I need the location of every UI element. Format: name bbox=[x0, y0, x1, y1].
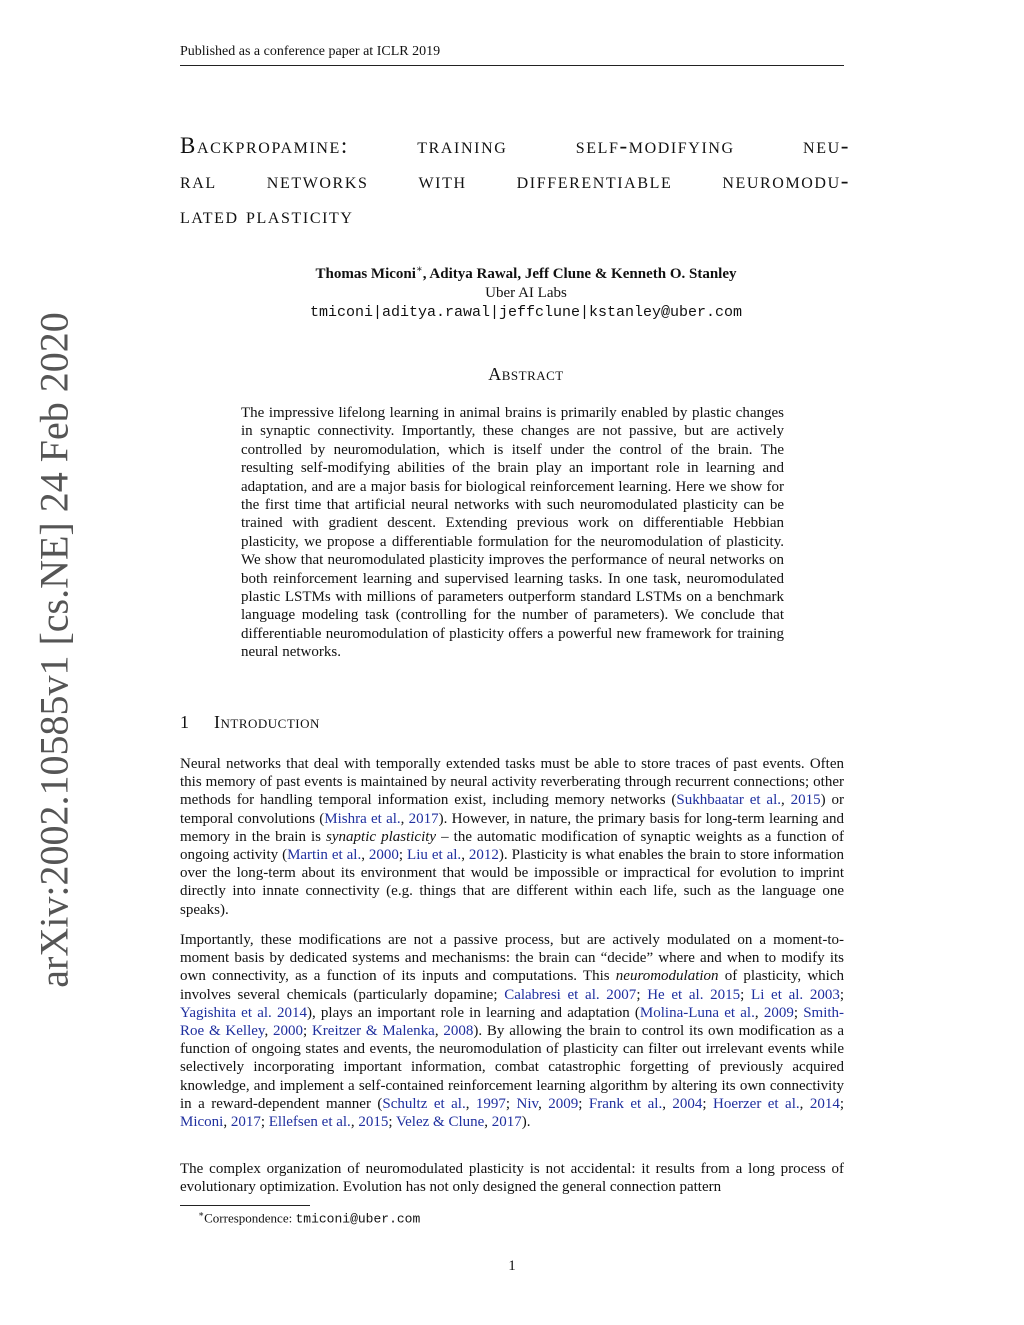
text-run: ; bbox=[636, 986, 648, 1003]
text-run: ). By allowing the brain to control its own modification as a function of ongoing states and events, the neuromodulation of plasticity can filter out irrelevant events while selectively incorporating important information, combat catastrophic forgetting of previously acquired knowledge, and implement a self-contained reinforcement learning algorithm by altering its own connectivity in a reward-dependent manner ( bbox=[180, 1023, 844, 1112]
intro-paragraph-2 bbox=[180, 931, 844, 1131]
text-run: ; bbox=[702, 1095, 714, 1112]
text-run: ; bbox=[505, 1095, 517, 1112]
running-header: Published as a conference paper at ICLR 2019 bbox=[180, 44, 441, 59]
citation-link[interactable]: Frank et al. bbox=[588, 1095, 663, 1112]
citation-link[interactable]: 2000 bbox=[272, 1023, 303, 1040]
citation-link[interactable]: Hoerzer et al. bbox=[713, 1095, 800, 1112]
footnote-email: tmiconi@uber.com bbox=[295, 1211, 421, 1227]
intro-paragraph-1 bbox=[180, 755, 844, 919]
text-run: ; bbox=[578, 1095, 589, 1112]
emphasis-text: synaptic plasticity bbox=[326, 828, 437, 845]
abstract-heading: Abstract bbox=[488, 364, 564, 384]
citation-link[interactable]: 2009 bbox=[763, 1004, 794, 1021]
text-run: , bbox=[538, 1095, 549, 1112]
affiliation: Uber AI Labs bbox=[485, 285, 567, 301]
text-run: , bbox=[350, 1114, 359, 1131]
citation-link[interactable]: 2015 bbox=[790, 792, 821, 809]
text-run: – the automatic modification of synaptic weights as a function of ongoing activity ( bbox=[180, 828, 844, 864]
citation-link[interactable]: Calabresi et al. 2007 bbox=[504, 986, 637, 1003]
header-rule bbox=[180, 65, 844, 66]
text-run: ; bbox=[398, 847, 408, 864]
citation-link[interactable]: Molina-Luna et al. bbox=[639, 1004, 755, 1021]
section-heading-introduction bbox=[180, 712, 320, 733]
author-others: , Aditya Rawal, Jeff Clune & Kenneth O. Stanley bbox=[422, 266, 737, 282]
text-run: , bbox=[465, 1095, 476, 1112]
citation-link[interactable]: 2017 bbox=[230, 1114, 261, 1131]
text-run: ; bbox=[260, 1114, 269, 1131]
author-first: Thomas Miconi bbox=[315, 266, 416, 282]
author-names bbox=[180, 260, 872, 284]
citation-link[interactable]: Kreitzer & Malenka bbox=[311, 1023, 435, 1040]
citation-link[interactable]: Smith-Roe & Kelley bbox=[180, 1004, 845, 1040]
arxiv-identifier: arXiv:2002.10585v1 [cs.NE] 24 Feb 2020 bbox=[31, 312, 77, 988]
text-run: , bbox=[799, 1095, 810, 1112]
text-run: , bbox=[461, 847, 469, 864]
citation-link[interactable]: Miconi bbox=[180, 1114, 224, 1131]
section-number: 1 bbox=[180, 712, 189, 732]
citation-link[interactable]: 2017 bbox=[408, 810, 439, 827]
author-footnote-mark[interactable]: ∗ bbox=[415, 264, 423, 275]
text-run: ; bbox=[793, 1004, 804, 1021]
text-run: Neural networks that deal with temporally extended tasks must be able to store traces of past events. Often this memory of past events is maintained by neural activity reverberating through recurrent connections; other methods for handling temporal information exist, including memory networks ( bbox=[180, 756, 844, 809]
citation-link[interactable]: 1997 bbox=[475, 1095, 506, 1112]
footnote bbox=[198, 1209, 420, 1226]
author-emails: tmiconi|aditya.rawal|jeffclune|kstanley@uber.com bbox=[309, 304, 743, 321]
citation-link[interactable]: 2008 bbox=[443, 1023, 474, 1040]
intro-paragraph-3: The complex organization of neuromodulated plasticity is not accidental: it results from a long process of evolutionary optimization. Evolution has not only designed the general connection pattern bbox=[180, 1161, 844, 1196]
citation-link[interactable]: 2014 bbox=[809, 1095, 840, 1112]
text-run: Importantly, these modifications are not a passive process, but are actively modulated on a moment-to-moment basis by dedicated systems and mechanisms: the brain can “decide” where and when to modify its own connectivity, as a function of its inputs and computations. This bbox=[180, 932, 844, 985]
text-run: ) or temporal convolutions ( bbox=[180, 792, 844, 827]
emphasis-text: neuromodulation bbox=[615, 968, 719, 985]
text-run: , bbox=[754, 1004, 764, 1021]
citation-link[interactable]: Ellefsen et al. bbox=[268, 1114, 351, 1131]
citation-link[interactable]: Sukhbaatar et al. bbox=[676, 792, 782, 809]
text-run: , bbox=[400, 810, 409, 827]
text-run: ; bbox=[740, 986, 752, 1003]
citation-link[interactable]: 2000 bbox=[368, 847, 399, 864]
title-line-1: Backpropamine: training self-modifying neu- bbox=[180, 133, 850, 158]
paper-title bbox=[180, 128, 850, 233]
citation-link[interactable]: Niv bbox=[516, 1095, 539, 1112]
text-run: ). bbox=[521, 1114, 531, 1131]
section-title: Introduction bbox=[214, 712, 320, 732]
text-run: , bbox=[264, 1023, 273, 1040]
text-run: ; bbox=[839, 1095, 845, 1112]
text-run: , bbox=[361, 847, 369, 864]
abstract-text: The impressive lifelong learning in animal brains is primarily enabled by plastic changes in synaptic connectivity. Importantly, these changes are not passive, but are actively controlled by neuromodulation, which is itself under the control of the brain. The resulting self-modifying abilities of the brain play an important role in learning and adaptation, and are a major basis for biological reinforcement learning. Here we show for the first time that artificial neural networks with such neuromodulated plasticity can be trained with gradient descent. Extending previous work on differentiable Hebbian plasticity, we propose a differentiable formulation for the neuromodulation of plasticity. We show that neuromodulated plasticity improves the performance of neural networks on both reinforcement learning and supervised learning tasks. In one task, neuromodulated plastic LSTMs with millions of parameters outperform standard LSTMs on a benchmark language modeling task (controlling for the number of parameters). We conclude that differentiable neuromodulation of plasticity offers a powerful new framework for training neural networks. bbox=[241, 405, 784, 661]
citation-link[interactable]: Mishra et al. bbox=[324, 810, 401, 827]
citation-link[interactable]: Martin et al. bbox=[287, 847, 362, 864]
title-line-3: lated plasticity bbox=[180, 203, 354, 228]
text-run: ; bbox=[302, 1023, 312, 1040]
text-run: of plasticity, which involves several chemicals (particularly dopamine; bbox=[180, 968, 845, 1003]
text-run: ). However, in nature, the primary basis for long-term learning and memory in the brain is bbox=[180, 810, 844, 845]
citation-link[interactable]: Velez & Clune bbox=[395, 1114, 485, 1131]
citation-link[interactable]: 2015 bbox=[358, 1114, 389, 1131]
text-run: , bbox=[434, 1023, 444, 1040]
text-run: , bbox=[781, 792, 791, 809]
citation-link[interactable]: 2004 bbox=[672, 1095, 703, 1112]
footnote-mark: ∗ bbox=[198, 1209, 205, 1219]
citation-link[interactable]: Liu et al. bbox=[407, 847, 462, 864]
title-line-2: ral networks with differentiable neuromodu- bbox=[180, 168, 850, 193]
page-number: 1 bbox=[508, 1258, 516, 1274]
text-run: , bbox=[484, 1114, 492, 1131]
footnote-label: Correspondence: bbox=[204, 1210, 296, 1226]
text-run: , bbox=[223, 1114, 231, 1131]
citation-link[interactable]: Schultz et al. bbox=[382, 1095, 466, 1112]
citation-link[interactable]: Yagishita et al. 2014 bbox=[180, 1004, 307, 1021]
citation-link[interactable]: 2012 bbox=[468, 847, 499, 864]
text-run: ). Plasticity is what enables the brain to store information over the long-term about its environment that would be impossible or impractical for evolution to imprint directly into innate connectivity (e.g. things that are different within each life, such as the language one speaks). bbox=[180, 847, 845, 918]
citation-link[interactable]: 2009 bbox=[548, 1095, 579, 1112]
text-run: ; bbox=[839, 986, 845, 1003]
text-run: , bbox=[662, 1095, 673, 1112]
text-run: ; bbox=[388, 1114, 396, 1131]
citation-link[interactable]: Li et al. 2003 bbox=[751, 986, 840, 1003]
footnote-rule bbox=[180, 1205, 310, 1206]
author-block bbox=[180, 260, 872, 322]
citation-link[interactable]: He et al. 2015 bbox=[647, 986, 741, 1003]
citation-link[interactable]: 2017 bbox=[491, 1114, 522, 1131]
text-run: ), plays an important role in learning and adaptation ( bbox=[306, 1004, 640, 1021]
